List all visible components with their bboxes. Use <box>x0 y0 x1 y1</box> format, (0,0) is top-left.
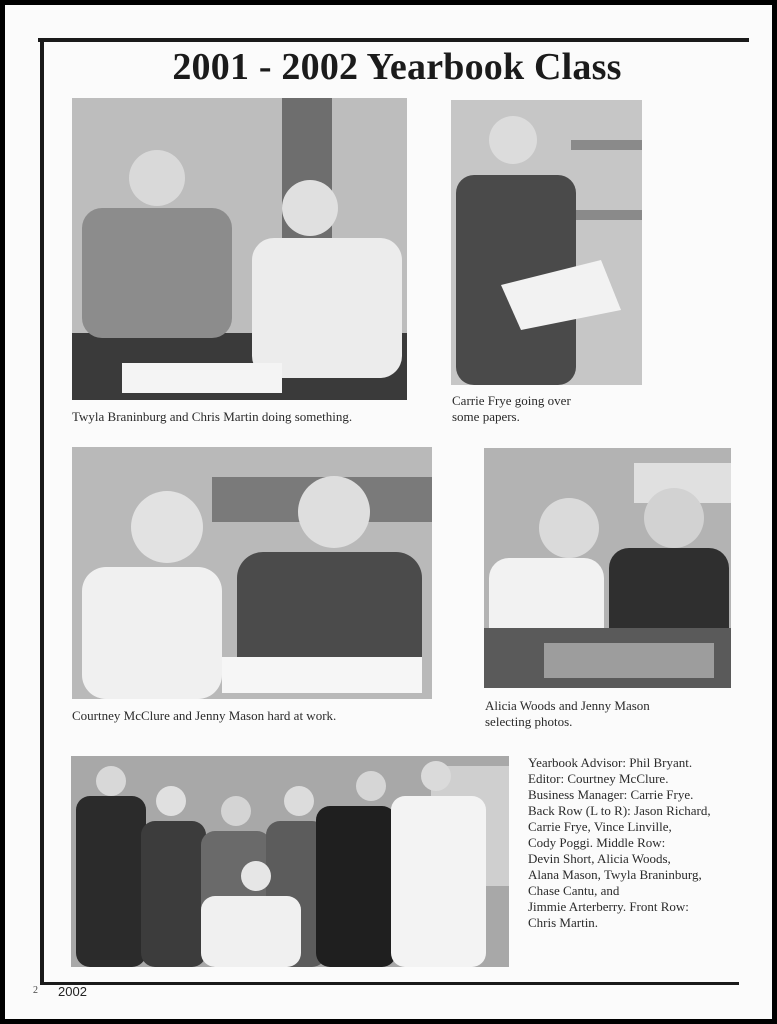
frame-bottom-rule <box>40 982 739 985</box>
photo-courtney-jenny <box>72 447 432 699</box>
page-number: 2 <box>33 985 38 996</box>
caption-line: Carrie Frye going over <box>452 393 571 408</box>
staff-line: Chris Martin. <box>528 915 599 930</box>
photo-carrie <box>451 100 642 385</box>
frame-left-rule <box>40 38 44 984</box>
staff-line: Business Manager: Carrie Frye. <box>528 787 694 802</box>
caption-line: selecting photos. <box>485 714 573 729</box>
staff-list <box>528 755 743 931</box>
photo-caption: Twyla Braninburg and Chris Martin doing something. <box>72 409 353 424</box>
staff-line: Editor: Courtney McClure. <box>528 771 669 786</box>
staff-line: Carrie Frye, Vince Linville, <box>528 819 672 834</box>
staff-line: Devin Short, Alicia Woods, <box>528 851 671 866</box>
photo-alicia-jenny <box>484 448 731 688</box>
photo-caption <box>485 698 650 730</box>
photo-twyla-chris <box>72 98 407 400</box>
staff-line: Yearbook Advisor: Phil Bryant. <box>528 755 693 770</box>
footer-year: 2002 <box>58 984 87 999</box>
staff-line: Jimmie Arterberry. Front Row: <box>528 899 689 914</box>
caption-line: Alicia Woods and Jenny Mason <box>485 698 650 713</box>
yearbook-page <box>5 5 772 1019</box>
page-title: 2001 - 2002 Yearbook Class <box>172 46 622 88</box>
photo-caption: Courtney McClure and Jenny Mason hard at work. <box>72 708 337 723</box>
photo-caption <box>452 393 571 425</box>
photo-yearbook-group <box>71 756 509 967</box>
frame-top-rule <box>38 38 749 42</box>
staff-line: Alana Mason, Twyla Braninburg, <box>528 867 702 882</box>
caption-line: some papers. <box>452 409 520 424</box>
staff-line: Cody Poggi. Middle Row: <box>528 835 666 850</box>
staff-line: Chase Cantu, and <box>528 883 620 898</box>
staff-line: Back Row (L to R): Jason Richard, <box>528 803 711 818</box>
